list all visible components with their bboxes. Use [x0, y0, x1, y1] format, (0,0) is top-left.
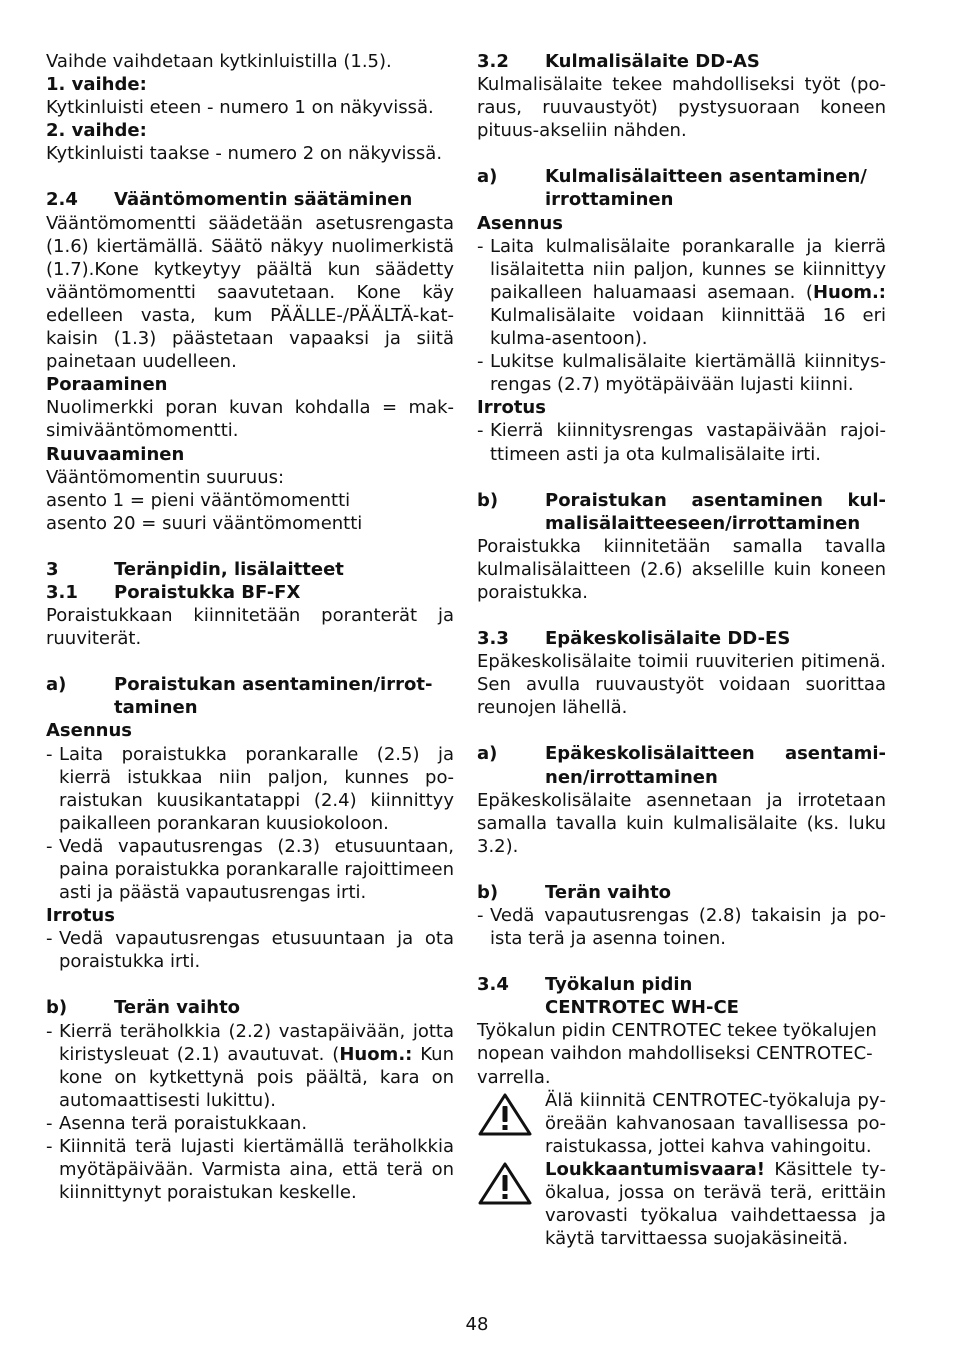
- huom-label: Huom.:: [812, 281, 886, 303]
- gear2-label: 2. vaihde:: [46, 120, 147, 142]
- subsection-a-heading: a) Kulmalisälaitteen asentaminen/ irrottaminen: [477, 166, 867, 211]
- subsection-b-heading: b) Poraistukan asentaminen kulmalisälaitteeseen/irrottaminen: [477, 489, 886, 534]
- warning-label: Loukkaantumisvaara!: [545, 1158, 766, 1180]
- section-3-3-text: Epäkeskolisälaite toimii ruuviterien pitimenä. Sen avulla ruuvaustyöt voidaan suorittaa reunojen lähellä.: [477, 651, 886, 719]
- ruuvaaminen-label: Ruuvaaminen: [46, 443, 185, 465]
- list-item: - Laita poraistukka porankaralle (2.5) ja kierrä istukkaa niin paljon, kunnes poraistukan kuusikantatappi (2.4) kiinnittyy paikalleen porankaran kuusiokoloon.: [46, 743, 454, 834]
- list-item: - Lukitse kulmalisälaite kiertämällä kiinnitysrengas (2.7) myötäpäivään lujasti kiinni.: [477, 351, 886, 396]
- warning-block: [477, 1089, 886, 1158]
- subsection-a2-text: Epäkeskolisälaite asennetaan ja irrotetaan samalla tavalla kuin kulmalisälaite (ks. luku 3.2).: [477, 789, 886, 857]
- irrotus-label: Irrotus: [46, 905, 115, 927]
- list-item: - Kierrä kiinnitysrengas vastapäivään rajoittimeen asti ja ota kulmalisälaite irti.: [477, 420, 886, 465]
- warning-triangle-icon: [477, 1089, 545, 1158]
- ruuvaaminen-line-2: asento 1 = pieni vääntömomentti: [46, 489, 351, 511]
- subsection-b-heading: b) Terän vaihto: [46, 997, 241, 1019]
- warning-triangle-icon: [477, 1158, 545, 1250]
- section-3-2-text: Kulmalisälaite tekee mahdolliseksi työt (poraus, ruuvaustyöt) pystysuoraan koneen pituus-akseliin nähden.: [477, 74, 886, 142]
- subsection-b2-heading: b) Terän vaihto: [477, 881, 672, 903]
- list-item: - Laita kulmalisälaite porankaralle ja kierrä lisälaitetta niin paljon, kunnes se kiinnittyy paikalleen haluamaasi asemaan. (Huom.: Kulmalisälaite voidaan kiinnittää 16 eri kulma-asentoon).: [477, 235, 886, 350]
- section-2-4-heading: 2.4 Vääntömomentin säätäminen: [46, 189, 413, 211]
- section-3-1-heading: 3.1 Poraistukka BF-FX: [46, 581, 301, 603]
- asennus-label: Asennus: [477, 212, 564, 234]
- list-item: - Asenna terä poraistukkaan.: [46, 1112, 308, 1134]
- section-2-4-text: Vääntömomentti säädetään asetusrengasta (1.6) kiertämällä. Säätö näkyy nuolimerkistä (1.7).Kone kytkeytyy päältä kun säädetty vääntömomentti saavutetaan. Kone käy edelleen vasta, kum PÄÄLLE-/PÄÄLTÄ-katkaisin (1.3) päästetaan vapaaksi ja siitä painetaan uudelleen.: [46, 212, 454, 373]
- ruuvaaminen-line-1: Vääntömomentin suuruus:: [46, 466, 285, 488]
- warning-text: Käsittele työkalua, jossa on terävä terä, erittäin varovasti työkalua vaihdettaessa ja käytä tarvittaessa suojakäsineitä.: [545, 1158, 886, 1250]
- subsection-a2-heading: a) Epäkeskolisälaitteen asentaminen/irrottaminen: [477, 743, 886, 788]
- gear-intro: Vaihde vaihdetaan kytkinluistilla (1.5).: [46, 51, 392, 72]
- gear2-text: Kytkinluisti taakse - numero 2 on näkyvissä.: [46, 143, 443, 165]
- section-3-2-heading: 3.2 Kulmalisälaite DD-AS: [477, 51, 760, 72]
- gear1-label: 1. vaihde:: [46, 74, 147, 96]
- irrotus-label: Irrotus: [477, 397, 546, 419]
- gear1-text: Kytkinluisti eteen - numero 1 on näkyvissä.: [46, 97, 434, 119]
- poraaminen-text: Nuolimerkki poran kuvan kohdalla = maksimivääntömomentti.: [46, 397, 454, 442]
- list-item: - Kierrä teräholkkia (2.2) vastapäivään, jotta kiristysleuat (2.1) avautuvat. (Huom.: Kun kone on kytkettynä pois päältä, kara on automaattisesti lukittu).: [46, 1020, 454, 1111]
- list-item: - Kiinnitä terä lujasti kiertämällä teräholkkia myötäpäivään. Varmista aina, että terä on kiinnittynyt poraistukan keskelle.: [46, 1136, 454, 1204]
- huom-label: Huom.:: [339, 1043, 413, 1065]
- asennus-label: Asennus: [46, 720, 133, 742]
- list-item: - Vedä vapautusrengas etusuuntaan ja ota poraistukka irti.: [46, 928, 454, 973]
- section-3-4-text: Työkalun pidin CENTROTEC tekee työkalujen nopean vaihdon mahdolliseksi CENTROTEC-varrella.: [477, 1020, 877, 1088]
- section-3-4-heading: 3.4 Työkalun pidin CENTROTEC WH-CE: [477, 974, 739, 1019]
- section-3-1-text: Poraistukkaan kiinnitetään poranterät ja ruuviterät.: [46, 605, 454, 650]
- section-3-heading: 3 Teränpidin, lisälaitteet: [46, 558, 344, 580]
- warning-block: [477, 1158, 886, 1250]
- subsection-a-heading: a) Poraistukan asentaminen/irrottaminen: [46, 674, 433, 719]
- ruuvaaminen-line-3: asento 20 = suuri vääntömomentti: [46, 512, 363, 534]
- subsection-b-text: Poraistukka kiinnitetään samalla tavalla kulmalisälaitteen (2.6) akselille kuin koneen poraistukka.: [477, 535, 886, 603]
- page-number: 48: [465, 1314, 489, 1335]
- right-column: [477, 50, 886, 1250]
- poraaminen-label: Poraaminen: [46, 374, 168, 396]
- list-item: - Vedä vapautusrengas (2.8) takaisin ja poista terä ja asenna toinen.: [477, 905, 886, 950]
- list-item: - Vedä vapautusrengas (2.3) etusuuntaan, paina poraistukka porankaralle rajoittimeen asti ja päästä vapautusrengas irti.: [46, 835, 454, 904]
- section-3-3-heading: 3.3 Epäkeskolisälaite DD-ES: [477, 628, 791, 650]
- warning-text: Älä kiinnitä CENTROTEC-työkaluja pyöreään kahvanosaan tavallisessa poraistukassa, jottei kahva vahingoitu.: [545, 1089, 886, 1157]
- left-column: [46, 50, 454, 1204]
